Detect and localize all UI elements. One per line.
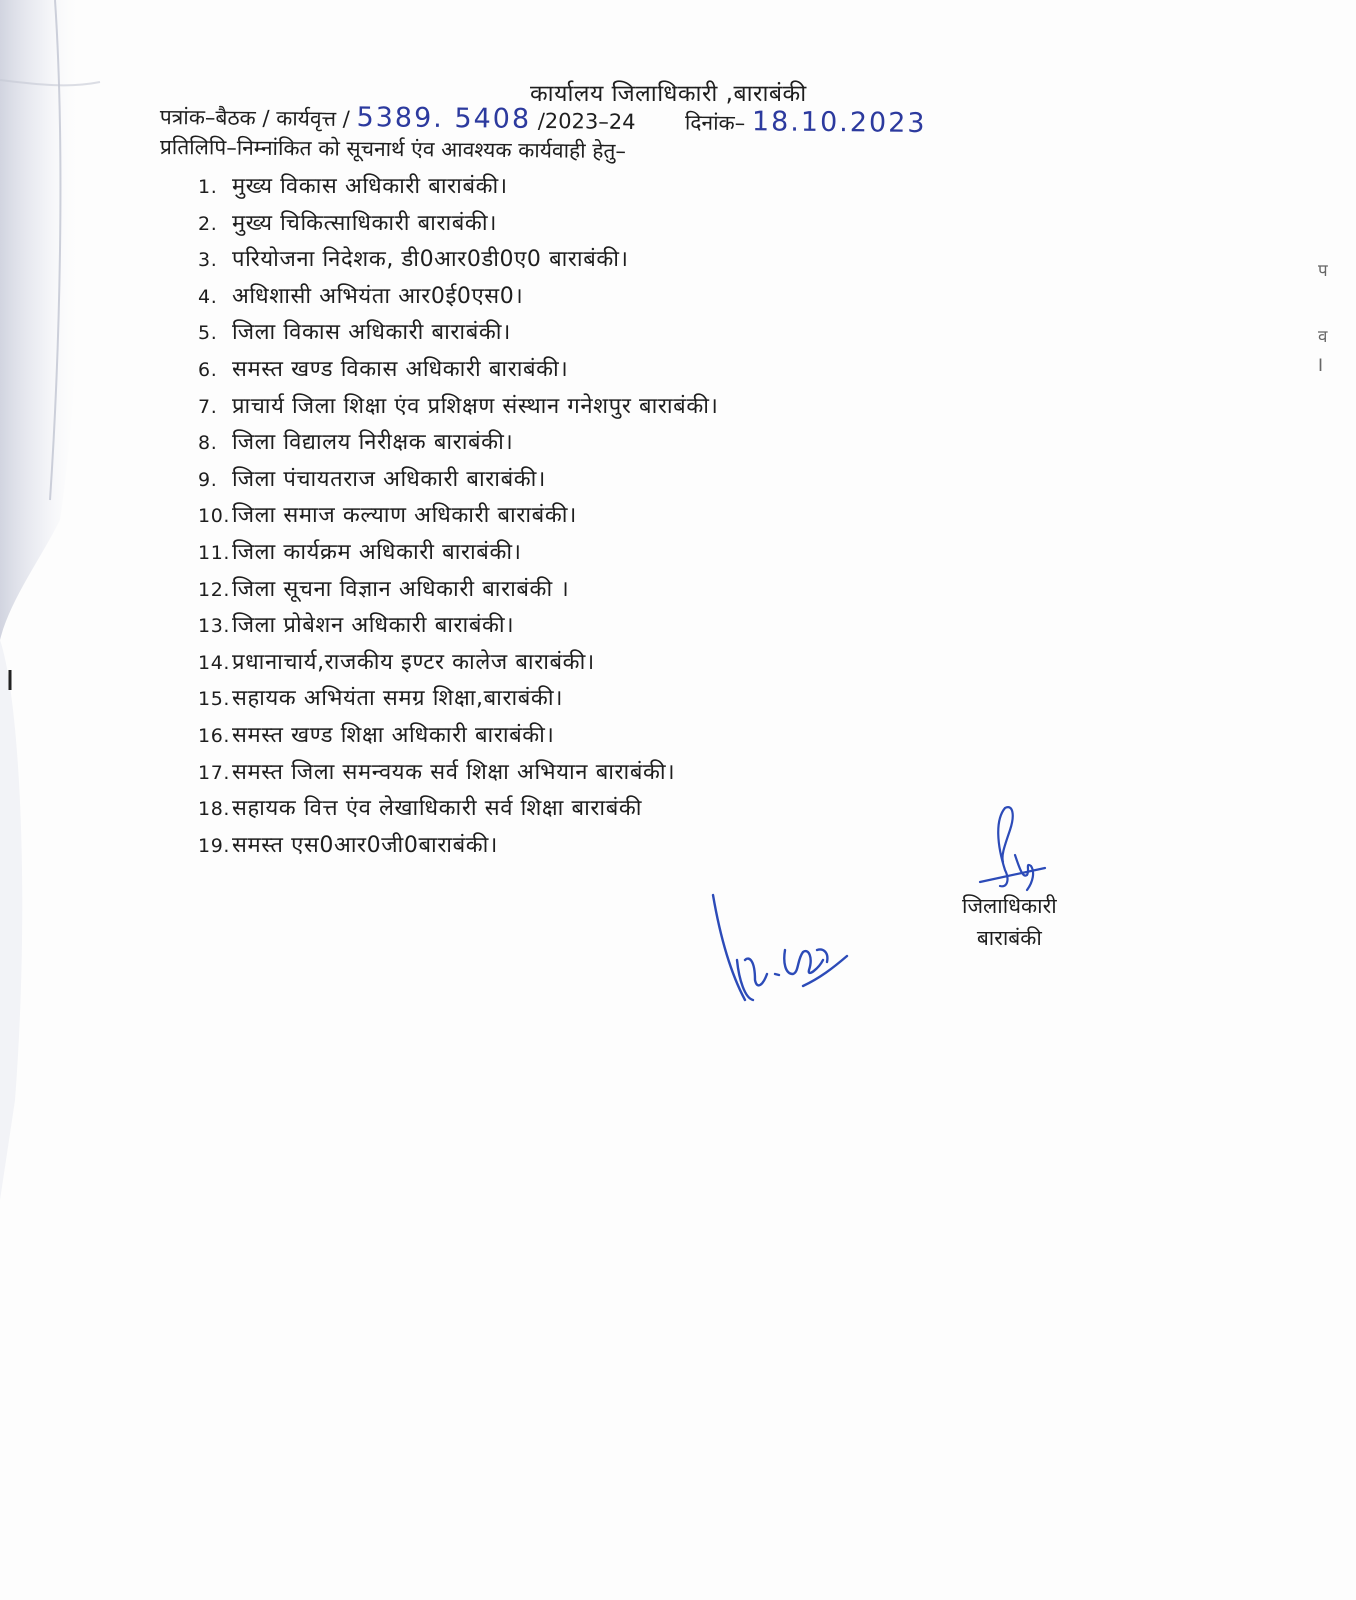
recipient-number: 1.: [198, 176, 218, 198]
recipient-number: 3.: [198, 249, 218, 272]
recipient-number: 14.: [198, 651, 231, 674]
recipient-text: मुख्य विकास अधिकारी बाराबंकी।: [232, 174, 508, 199]
recipient-item: [198, 646, 718, 683]
recipient-number: 11.: [198, 541, 231, 564]
recipient-item: [198, 280, 718, 317]
recipient-number: 7.: [198, 395, 218, 418]
recipient-number: 8.: [198, 432, 218, 455]
recipient-item: [198, 499, 718, 536]
recipient-text: जिला प्रोबेशन अधिकारी बाराबंकी।: [232, 613, 515, 639]
recipient-number: 5.: [198, 322, 218, 345]
recipient-text: जिला विकास अधिकारी बाराबंकी।: [232, 320, 511, 346]
edge-mark: प: [1318, 261, 1328, 281]
recipient-item: [198, 609, 718, 646]
recipient-number: 13.: [198, 615, 231, 638]
signatory-block: [962, 890, 1057, 954]
recipient-item: [198, 682, 718, 719]
recipient-text: जिला सूचना विज्ञान अधिकारी बाराबंकी ।: [232, 576, 570, 602]
recipient-number: 6.: [198, 358, 218, 381]
recipient-text: जिला कार्यक्रम अधिकारी बाराबंकी।: [232, 539, 522, 565]
recipient-number: 9.: [198, 468, 218, 491]
recipient-number: 18.: [198, 798, 231, 821]
recipient-text: समस्त खण्ड विकास अधिकारी बाराबंकी।: [232, 356, 569, 382]
recipient-item: [198, 463, 718, 500]
recipient-text: जिला समाज कल्याण अधिकारी बाराबंकी।: [232, 503, 577, 529]
recipient-item: [198, 829, 718, 866]
edge-mark: व: [1318, 327, 1328, 347]
recipient-text: प्राचार्य जिला शिक्षा एंव प्रशिक्षण संस्थान गनेशपुर बाराबंकी।: [232, 393, 719, 419]
recipient-item: [198, 390, 718, 427]
recipient-item: [198, 207, 718, 244]
recipient-item: [198, 719, 718, 756]
recipient-number: 19.: [198, 834, 231, 857]
office-title: कार्यालय जिलाधिकारी ,बाराबंकी: [530, 81, 807, 107]
recipient-item: [198, 426, 718, 463]
recipient-text: जिला विद्यालय निरीक्षक बाराबंकी।: [232, 430, 514, 456]
handwritten-letter-number: 5389. 5408: [356, 102, 532, 135]
recipient-text: समस्त एस0आर0जी0बाराबंकी।: [232, 832, 498, 858]
recipient-item: [198, 170, 718, 207]
recipient-text: समस्त खण्ड शिक्षा अधिकारी बाराबंकी।: [232, 722, 555, 748]
recipient-text: परियोजना निदेशक, डी0आर0डी0ए0 बाराबंकी।: [232, 247, 629, 273]
recipient-item: [198, 792, 718, 829]
recipient-number: 10.: [198, 505, 231, 528]
handwritten-date: 18.10.2023: [751, 106, 927, 140]
copy-to-line: प्रतिलिपि–निम्नांकित को सूचनार्थ एंव आवश्यक कार्यवाही हेतु–: [159, 134, 627, 164]
recipient-item: [198, 536, 718, 573]
date-label: दिनांक–: [684, 110, 746, 136]
reference-prefix: पत्रांक–बैठक / कार्यवृत्त /: [159, 104, 350, 131]
recipient-item: [198, 243, 718, 280]
recipient-text: प्रधानाचार्य,राजकीय इण्टर कालेज बाराबंकी।: [232, 649, 595, 675]
recipient-text: अधिशासी अभियंता आर0ई0एस0।: [232, 283, 524, 309]
signature-district-magistrate: [975, 800, 1065, 900]
signatory-place: बाराबंकी: [976, 926, 1042, 950]
recipient-number: 16.: [198, 724, 231, 747]
signatory-title: जिलाधिकारी: [962, 894, 1057, 918]
recipient-number: 4.: [198, 285, 218, 308]
recipient-number: 12.: [198, 578, 231, 601]
page-fold-shadow: [0, 0, 140, 1600]
recipient-item: [198, 353, 718, 390]
reference-year: /2023–24: [537, 108, 636, 134]
edge-mark: I: [1318, 356, 1324, 376]
recipient-item: [198, 756, 718, 793]
recipient-text: मुख्य चिकित्साधिकारी बाराबंकी।: [232, 210, 498, 236]
recipient-number: 17.: [198, 761, 231, 784]
recipient-number: 15.: [198, 688, 231, 711]
recipient-list: [198, 170, 718, 865]
recipient-item: [198, 316, 718, 353]
recipient-text: सहायक अभियंता समग्र शिक्षा,बाराबंकी।: [232, 686, 564, 712]
recipient-text: सहायक वित्त एंव लेखाधिकारी सर्व शिक्षा बाराबंकी: [232, 796, 643, 822]
initials-signature: [705, 890, 855, 1010]
recipient-text: समस्त जिला समन्वयक सर्व शिक्षा अभियान बाराबंकी।: [232, 759, 676, 785]
recipient-number: 2.: [198, 212, 218, 235]
recipient-item: [198, 573, 718, 610]
recipient-text: जिला पंचायतराज अधिकारी बाराबंकी।: [232, 466, 546, 492]
